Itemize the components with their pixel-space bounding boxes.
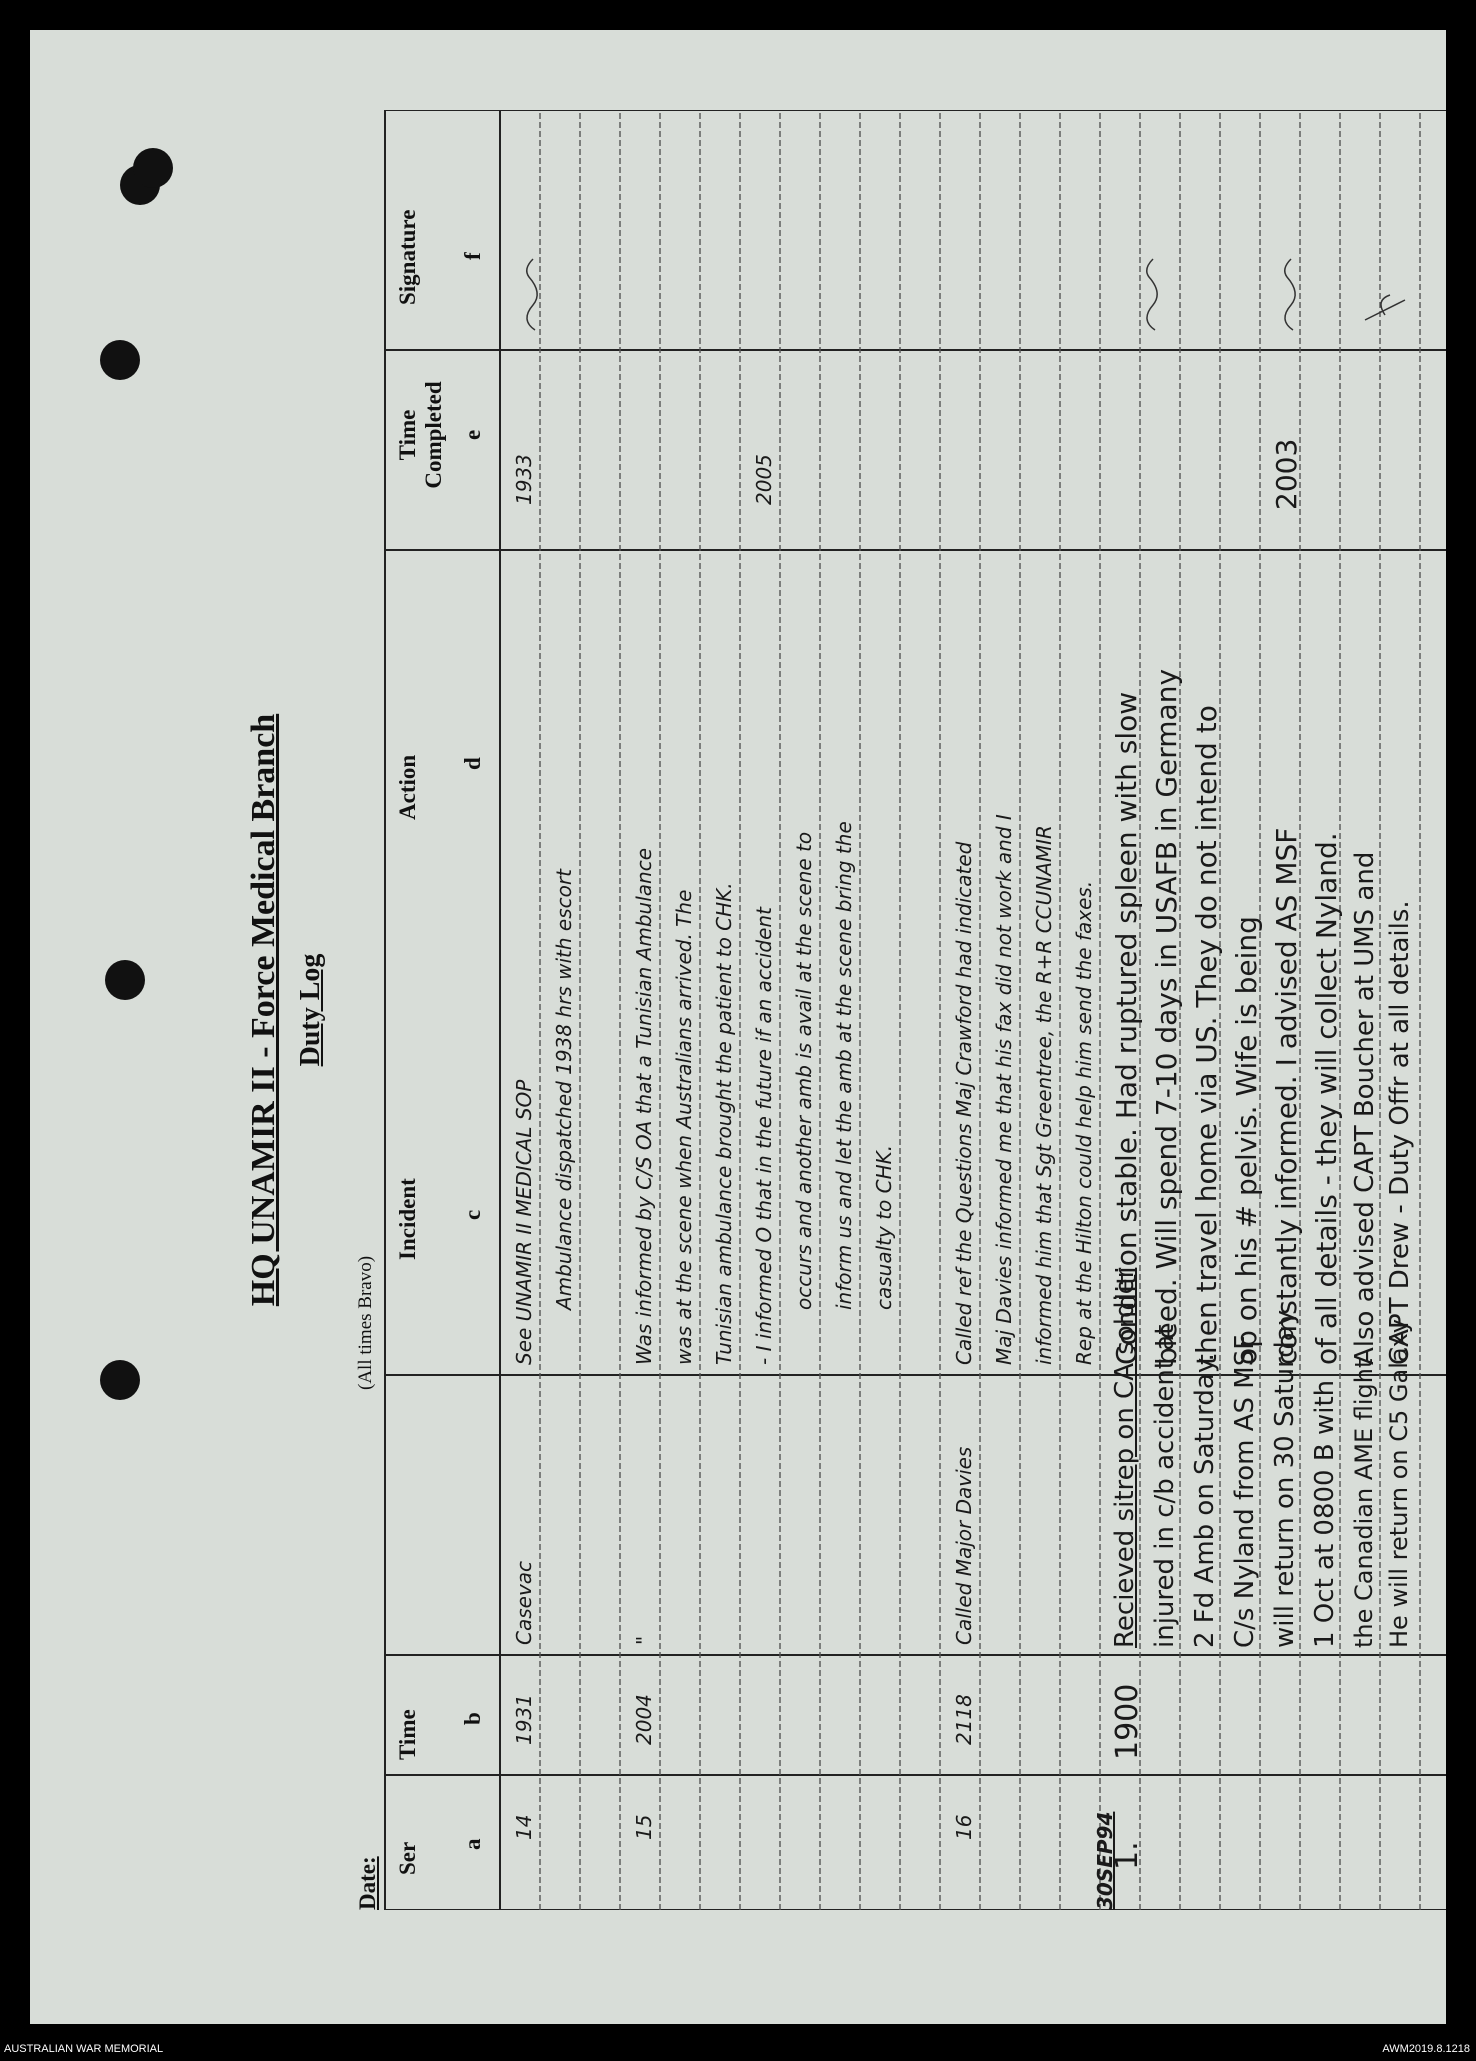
archive-name: AUSTRALIAN WAR MEMORIAL [4, 2043, 164, 2055]
entry-incident-line: Recieved sitrep on CA soldier [1110, 1267, 1140, 1648]
entry-time: 2118 [952, 1694, 976, 1745]
col-letter-f: f [460, 252, 485, 260]
entry-incident-line: He will return on C5 Galaxy [1385, 1319, 1413, 1648]
punch-hole [100, 1360, 140, 1400]
entry-action-line: of all details - they will collect Nyland. [1310, 832, 1343, 1365]
archive-footer [0, 2025, 1476, 2061]
entry-date: 30SEP94 [1093, 1811, 1117, 1910]
entry-action-line: inform us and let the amb at the scene bring the [832, 821, 856, 1310]
entry-action-line: See UNAMIR II MEDICAL SOP [512, 1079, 536, 1365]
entry-time-completed: 2003 [1270, 438, 1303, 510]
col-header-action: Action [395, 754, 420, 820]
entry-time-completed: 1933 [512, 454, 536, 505]
entry-action-line: informed him that Sgt Greentree, the R+R CCUNAMIR [1032, 825, 1056, 1365]
entry-action-line: then travel home via US. They do not intend to [1190, 705, 1223, 1365]
entry-incident: Called Major Davies [952, 1446, 976, 1645]
entry-action-line: Called ref the Questions Maj Crawford had indicated [952, 841, 976, 1365]
duty-log-form [235, 110, 1446, 1910]
entry-incident: " [632, 1635, 656, 1645]
date-label: Date: [355, 1856, 380, 1910]
archive-reference: AWM2019.8.1218 [1382, 2043, 1470, 2055]
entry-incident-line: the Canadian AME flight [1350, 1358, 1378, 1648]
entry-action-line: was at the scene when Australians arrived. The [672, 889, 696, 1365]
punch-hole [100, 340, 140, 380]
entry-time: 1931 [512, 1694, 536, 1745]
entry-action-line: Was informed by C/S OA that a Tunisian Ambulance [632, 847, 656, 1365]
entry-action-line: occurs and another amb is avail at the scene to [792, 831, 816, 1310]
entry-incident: Casevac [512, 1560, 536, 1645]
entry-action-line: bleed. Will spend 7-10 days in USAFB in Germany [1150, 668, 1183, 1365]
entry-action-line: Ambulance dispatched 1938 hrs with escort [552, 869, 576, 1310]
entry-action-line: Rep at the Hilton could help him send the faxes. [1072, 880, 1096, 1365]
entry-ser: 14 [512, 1814, 536, 1840]
page-subtitle: Duty Log [295, 953, 326, 1067]
punch-hole [105, 960, 145, 1000]
col-letter-d: d [460, 757, 485, 770]
col-header-ser: Ser [395, 1841, 420, 1875]
col-header-time-completed: Time Completed [395, 381, 446, 489]
col-header-signature: Signature [395, 209, 420, 305]
entry-incident-line: will return on 30 Saturday [1270, 1309, 1300, 1648]
entry-incident-line: 1 Oct at 0800 B with [1310, 1379, 1340, 1648]
entry-action-line: constantly informed. I advised AS MSF [1270, 827, 1303, 1365]
entry-action-line: casualty to CHK. [872, 1144, 896, 1310]
entry-incident-line: C/s Nyland from AS MSF [1230, 1334, 1260, 1648]
col-header-time: Time [395, 1709, 420, 1760]
punch-hole [133, 148, 173, 188]
entry-time: 1900 [1110, 1683, 1145, 1760]
entry-ser: 15 [632, 1814, 656, 1840]
col-letter-e: e [460, 429, 485, 440]
entry-time: 2004 [632, 1694, 656, 1745]
entry-action-line: Condition stable. Had ruptured spleen with slow [1110, 691, 1143, 1365]
entry-incident-line: 2 Fd Amb on Saturday. [1190, 1353, 1220, 1648]
entry-action-line: - I informed O that in the future if an accident [752, 907, 776, 1365]
entry-action-line: Also advised CAPT Boucher at UMS and [1350, 851, 1380, 1365]
entry-action-line: CAPT Drew - Duty Offr at all details. [1385, 900, 1415, 1365]
entry-action-line: op on his # pelvis. Wife is being [1230, 916, 1263, 1365]
entry-ser: 16 [952, 1814, 976, 1840]
entry-action-line: Maj Davies informed me that his fax did not work and I [992, 814, 1016, 1365]
entry-action-line: Tunisian ambulance brought the patient to CHK. [712, 882, 736, 1365]
document-page [30, 30, 1446, 2024]
entry-ser: 1. [1110, 1841, 1145, 1870]
page-title: HQ UNAMIR II - Force Medical Branch [245, 713, 282, 1307]
col-header-incident: Incident [395, 1178, 420, 1260]
entry-incident-line: injured in c/b accident at [1150, 1324, 1180, 1648]
col-letter-b: b [460, 1712, 485, 1725]
col-letter-a: a [460, 1838, 485, 1850]
col-letter-c: c [460, 1209, 485, 1220]
entry-time-completed: 2005 [752, 454, 776, 505]
times-note: (All times Bravo) [355, 1255, 376, 1390]
